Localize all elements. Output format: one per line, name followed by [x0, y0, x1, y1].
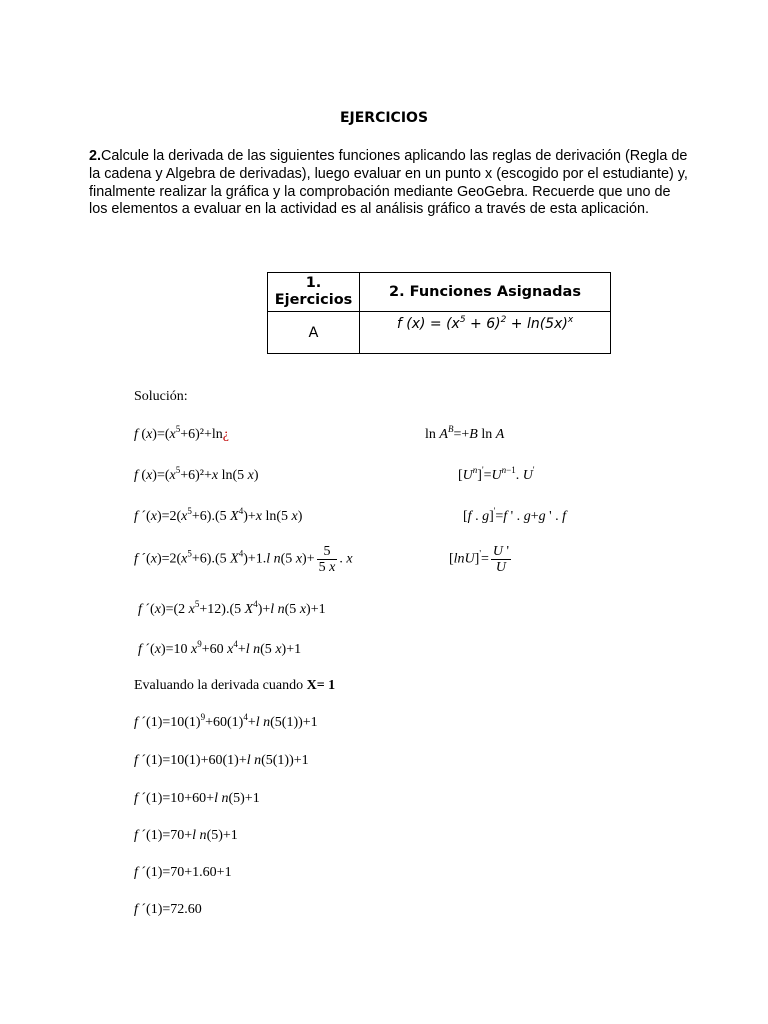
rule-power-chain: $[U^n]'=U^{n-1}$. U'	[458, 465, 535, 483]
exercise-text: Calcule la derivada de las siguientes funciones aplicando las reglas de derivación (Regla de la cadena y Algebra de derivadas), luego evaluar en un punto x (escogido por el estudiante) y, finalmente realizar la gráfica y la comprobación mediante GeoGebra. Recuerde que uno de los elementos a evaluar en la actividad es al análisis gráfico a través de esta aplicación.	[89, 148, 688, 218]
exercise-statement	[89, 148, 689, 219]
evaluation-step-5: f ´(1)=70+1.60+1	[134, 865, 232, 880]
rule-product: [f . g]'=f ' . g+g ' . f	[463, 506, 567, 524]
evaluation-step-4: f ´(1)=70+l n(5)+1	[134, 828, 238, 843]
evaluating-label: Evaluando la derivada cuando X= 1	[134, 678, 336, 693]
header-funciones: 2. Funciones Asignadas	[360, 273, 611, 312]
formula-step-5: f ´(x)=(2 $x^5+12).(5$ $X^4)+l$ n(5 x)+1	[138, 599, 326, 617]
formula-step-6: f ´(x)=10 $x^9+60$ $x^4+l$ n(5 x)+1	[138, 639, 302, 657]
rule-log-power: $\ln A^B=+B$ ln A	[425, 424, 505, 442]
evaluation-step-6: f ´(1)=72.60	[134, 902, 202, 917]
formula-step-1: f $(x)=(x^5+6)^2+\ln¿$	[134, 424, 229, 442]
header-ejercicios: 1. Ejercicios	[268, 273, 360, 312]
evaluation-point: X= 1	[306, 678, 336, 693]
row-label: A	[268, 312, 360, 354]
formula-step-4: f $´(x)=2(x^5+6).(5$ $X^4)+1.l$ n(5 x)+ $\frac{5}{5 x}$ . x	[134, 544, 353, 575]
exercise-number: 2.	[89, 148, 102, 164]
table-header-row	[268, 273, 611, 312]
evaluation-step-1: f $´(1)=10(1)^9+60(1)^4+l$ n(5(1))+1	[134, 712, 318, 730]
evaluation-step-3: f ´(1)=10+60+l n(5)+1	[134, 791, 260, 806]
page-title: EJERCICIOS	[339, 110, 429, 126]
formula-step-2: f $(x)=(x^5+6)^2+x$ ln(5 x)	[134, 465, 259, 483]
solution-label: Solución:	[134, 389, 188, 404]
rule-log-derivative: [lnU]'= $\frac{U '}{U}$	[449, 544, 510, 575]
evaluation-step-2: f ´(1)=10(1)+60(1)+l n(5(1))+1	[134, 753, 309, 768]
row-function: f $(x) = (x^5 + 6)^2 + \ln(5x)^x$	[360, 312, 611, 354]
assignment-table	[267, 272, 611, 354]
formula-step-3: f $´(x)=2(x^5+6).(5$ $X^4)+x$ ln(5 x)	[134, 506, 303, 524]
table-row	[268, 312, 611, 354]
